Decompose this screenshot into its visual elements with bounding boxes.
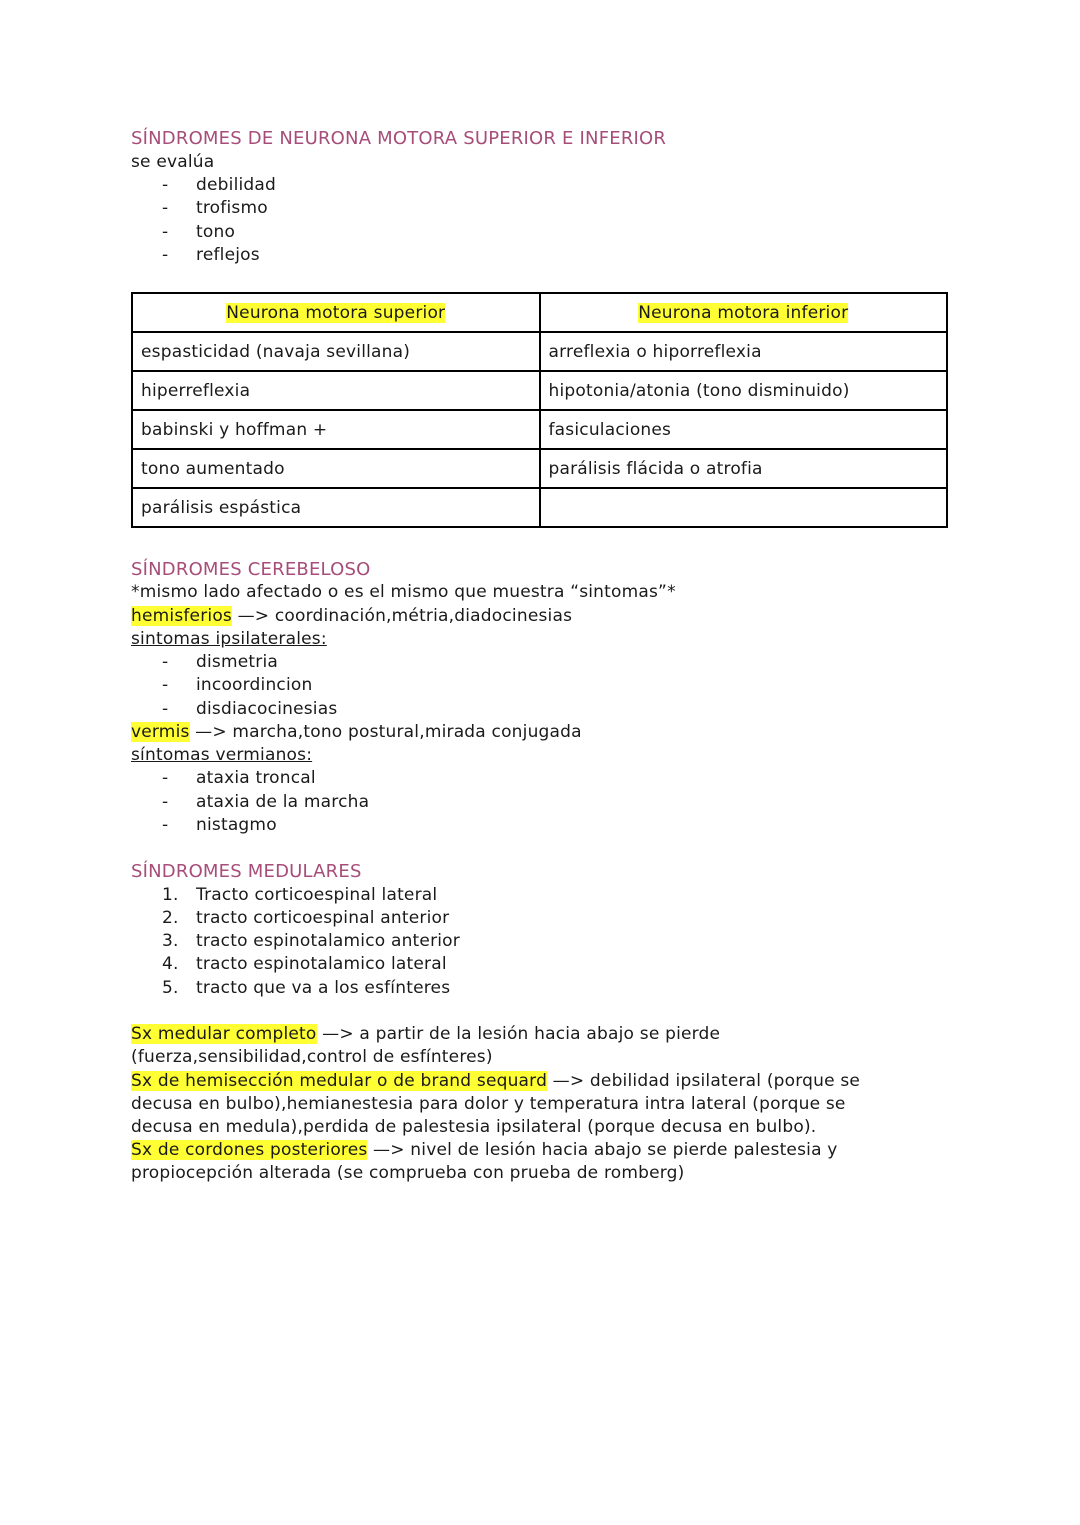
line-text: —> debilidad ipsilateral (porque se bbox=[547, 1071, 861, 1091]
paragraph-cordones-posteriores bbox=[131, 1139, 838, 1162]
line-text: —> a partir de la lesión hacia abajo se pierde bbox=[316, 1024, 721, 1044]
hemisferios-line bbox=[131, 605, 572, 628]
note-text: *mismo lado afectado o es el mismo que muestra “sintomas”* bbox=[131, 582, 676, 602]
highlight-label: Sx medular completo bbox=[131, 1024, 317, 1044]
bullet: - bbox=[162, 768, 169, 788]
line-text: —> marcha,tono postural,mirada conjugada bbox=[189, 722, 582, 742]
table-cell: fasiculaciones bbox=[540, 410, 948, 449]
table-cell: arreflexia o hiporreflexia bbox=[540, 332, 948, 371]
bullet: - bbox=[162, 198, 169, 218]
highlight-label: Sx de hemisección medular o de brand sequard bbox=[131, 1071, 548, 1091]
table-cell: parálisis flácida o atrofia bbox=[540, 449, 948, 488]
item-number: 5. bbox=[162, 978, 179, 998]
header-text: Neurona motora inferior bbox=[638, 302, 849, 323]
list-item-text: ataxia de la marcha bbox=[196, 792, 370, 812]
section-heading-cerebeloso: SÍNDROMES CEREBELOSO bbox=[131, 559, 371, 580]
list-item-text: ataxia troncal bbox=[196, 768, 316, 788]
item-number: 3. bbox=[162, 931, 179, 951]
intro-text: se evalúa bbox=[131, 152, 215, 172]
item-number: 2. bbox=[162, 908, 179, 928]
subheading-ipsilaterales: sintomas ipsilaterales: bbox=[131, 629, 327, 649]
table-cell: tono aumentado bbox=[132, 449, 540, 488]
table-row bbox=[132, 371, 947, 410]
line-text: decusa en medula),perdida de palestesia ipsilateral (porque decusa en bulbo). bbox=[131, 1117, 817, 1137]
bullet: - bbox=[162, 222, 169, 242]
list-item-text: tracto que va a los esfínteres bbox=[196, 978, 451, 998]
bullet: - bbox=[162, 815, 169, 835]
paragraph-hemiseccion bbox=[131, 1070, 860, 1093]
list-item-text: tracto espinotalamico anterior bbox=[196, 931, 460, 951]
bullet: - bbox=[162, 699, 169, 719]
table-cell bbox=[540, 488, 948, 527]
highlight-label: vermis bbox=[131, 722, 190, 742]
table-row bbox=[132, 332, 947, 371]
section-heading-neurona-motora: SÍNDROMES DE NEURONA MOTORA SUPERIOR E INFERIOR bbox=[131, 128, 667, 149]
table-cell: parálisis espástica bbox=[132, 488, 540, 527]
item-number: 1. bbox=[162, 885, 179, 905]
list-item-text: trofismo bbox=[196, 198, 268, 218]
list-item-text: tracto corticoespinal anterior bbox=[196, 908, 450, 928]
bullet: - bbox=[162, 675, 169, 695]
line-text: decusa en bulbo),hemianestesia para dolor y temperatura intra lateral (porque se bbox=[131, 1094, 846, 1114]
line-text: (fuerza,sensibilidad,control de esfínteres) bbox=[131, 1047, 493, 1067]
table-header bbox=[132, 293, 540, 332]
highlight-label: Sx de cordones posteriores bbox=[131, 1140, 368, 1160]
bullet: - bbox=[162, 792, 169, 812]
list-item-text: tracto espinotalamico lateral bbox=[196, 954, 447, 974]
list-item-text: tono bbox=[196, 222, 236, 242]
table-cell: hipotonia/atonia (tono disminuido) bbox=[540, 371, 948, 410]
table-header-row bbox=[132, 293, 947, 332]
line-text: —> nivel de lesión hacia abajo se pierde palestesia y bbox=[367, 1140, 838, 1160]
table-cell: espasticidad (navaja sevillana) bbox=[132, 332, 540, 371]
list-item-text: disdiacocinesias bbox=[196, 699, 338, 719]
header-text: Neurona motora superior bbox=[226, 302, 446, 323]
vermis-line bbox=[131, 721, 582, 744]
list-item-text: debilidad bbox=[196, 175, 277, 195]
highlight-label: hemisferios bbox=[131, 606, 232, 626]
table-row bbox=[132, 449, 947, 488]
list-item-text: incoordincion bbox=[196, 675, 313, 695]
list-item-text: Tracto corticoespinal lateral bbox=[196, 885, 438, 905]
table-row bbox=[132, 488, 947, 527]
bullet: - bbox=[162, 652, 169, 672]
section-heading-medulares: SÍNDROMES MEDULARES bbox=[131, 861, 362, 882]
line-text: —> coordinación,métria,diadocinesias bbox=[232, 606, 573, 626]
paragraph-medular-completo bbox=[131, 1023, 720, 1046]
table-cell: babinski y hoffman + bbox=[132, 410, 540, 449]
item-number: 4. bbox=[162, 954, 179, 974]
table-cell: hiperreflexia bbox=[132, 371, 540, 410]
table-header bbox=[540, 293, 948, 332]
list-item-text: nistagmo bbox=[196, 815, 277, 835]
line-text: propiocepción alterada (se comprueba con prueba de romberg) bbox=[131, 1163, 685, 1183]
list-item-text: dismetria bbox=[196, 652, 278, 672]
comparison-table bbox=[131, 292, 948, 528]
bullet: - bbox=[162, 245, 169, 265]
subheading-vermianos: síntomas vermianos: bbox=[131, 745, 313, 765]
list-item-text: reflejos bbox=[196, 245, 260, 265]
bullet: - bbox=[162, 175, 169, 195]
table-row bbox=[132, 410, 947, 449]
